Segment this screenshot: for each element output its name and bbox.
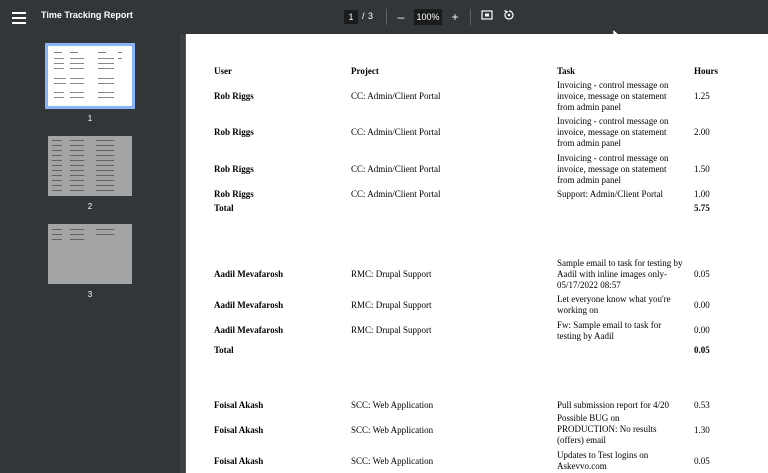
toolbar-divider — [386, 9, 387, 25]
task-cell: Pull submission report for 4/20 — [557, 400, 669, 410]
user-cell: Rob Riggs — [214, 127, 254, 137]
total-label: Total — [214, 203, 234, 213]
sidebar-resize-handle[interactable] — [180, 34, 185, 473]
menu-icon[interactable] — [12, 9, 26, 25]
total-pages: 3 — [368, 11, 374, 21]
hours-cell: 0.00 — [694, 300, 710, 310]
hours-cell: 1.30 — [694, 425, 710, 435]
thumbnail-label: 1 — [87, 114, 93, 123]
task-cell: Updates to Test logins on Askevvo.com — [557, 450, 649, 471]
rotate-icon[interactable] — [502, 9, 516, 25]
hours-cell: 1.25 — [694, 91, 710, 101]
thumbnail-label: 2 — [87, 202, 93, 211]
project-cell: RMC: Drupal Support — [351, 300, 432, 310]
page-number-input[interactable]: 1 — [344, 10, 358, 24]
project-cell: CC: Admin/Client Portal — [351, 127, 441, 137]
project-cell: SCC: Web Application — [351, 400, 434, 410]
pdf-page — [186, 34, 768, 473]
user-cell: Foisal Akash — [214, 400, 264, 410]
column-header-user: User — [214, 66, 232, 76]
total-label: Total — [214, 345, 234, 355]
hours-cell: 2.00 — [694, 127, 710, 137]
task-cell: Fw: Sample email to task for testing by Aadil — [557, 320, 662, 341]
thumbnail-label: 3 — [87, 290, 93, 299]
project-cell: SCC: Web Application — [351, 456, 434, 466]
hours-cell: 0.05 — [694, 269, 710, 279]
project-cell: RMC: Drupal Support — [351, 325, 432, 335]
column-header-task: Task — [557, 66, 576, 76]
hours-cell: 1.00 — [694, 189, 710, 199]
task-cell: Invoicing - control message on invoice, message on statement from admin panel — [557, 116, 669, 148]
task-cell: Support: Admin/Client Portal — [557, 189, 664, 199]
user-cell: Foisal Akash — [214, 425, 264, 435]
column-header-project: Project — [351, 66, 379, 76]
thumbnail-page-3[interactable] — [48, 224, 132, 284]
document-title: Time Tracking Report — [41, 10, 133, 20]
task-cell: Invoicing - control message on invoice, message on statement from admin panel — [557, 80, 669, 112]
user-cell: Rob Riggs — [214, 189, 254, 199]
project-cell: SCC: Web Application — [351, 425, 434, 435]
thumbnail-page-1[interactable] — [48, 46, 132, 106]
task-cell: Invoicing - control message on invoice, message on statement from admin panel — [557, 153, 669, 185]
project-cell: CC: Admin/Client Portal — [351, 164, 441, 174]
task-cell: Let everyone know what you're working on — [557, 294, 671, 315]
thumbnail-page-2[interactable] — [48, 136, 132, 196]
task-cell: Possible BUG on PRODUCTION: No results (offers) email — [557, 413, 657, 445]
total-value: 5.75 — [694, 203, 710, 213]
toolbar-divider — [470, 9, 471, 25]
task-cell: Sample email to task for testing by Aadil with inline images only- 05/17/2022 08:57 — [557, 258, 683, 290]
zoom-level-input[interactable]: 100% — [414, 9, 442, 25]
zoom-out-button[interactable]: – — [397, 10, 405, 24]
page-separator: / — [362, 11, 365, 21]
column-header-hours: Hours — [694, 66, 719, 76]
thumbnail-sidebar — [0, 34, 180, 473]
hours-cell: 0.05 — [694, 456, 710, 466]
user-cell: Aadil Mevafarosh — [214, 269, 284, 279]
user-cell: Rob Riggs — [214, 91, 254, 101]
project-cell: CC: Admin/Client Portal — [351, 189, 441, 199]
project-cell: RMC: Drupal Support — [351, 269, 432, 279]
hours-cell: 1.50 — [694, 164, 710, 174]
zoom-in-button[interactable]: + — [451, 10, 459, 24]
total-value: 0.05 — [694, 345, 710, 355]
hours-cell: 0.53 — [694, 400, 710, 410]
user-cell: Aadil Mevafarosh — [214, 300, 284, 310]
user-cell: Rob Riggs — [214, 164, 254, 174]
pdf-toolbar — [0, 0, 768, 34]
hours-cell: 0.00 — [694, 325, 710, 335]
user-cell: Foisal Akash — [214, 456, 264, 466]
project-cell: CC: Admin/Client Portal — [351, 91, 441, 101]
user-cell: Aadil Mevafarosh — [214, 325, 284, 335]
fit-to-page-icon[interactable] — [480, 9, 494, 25]
